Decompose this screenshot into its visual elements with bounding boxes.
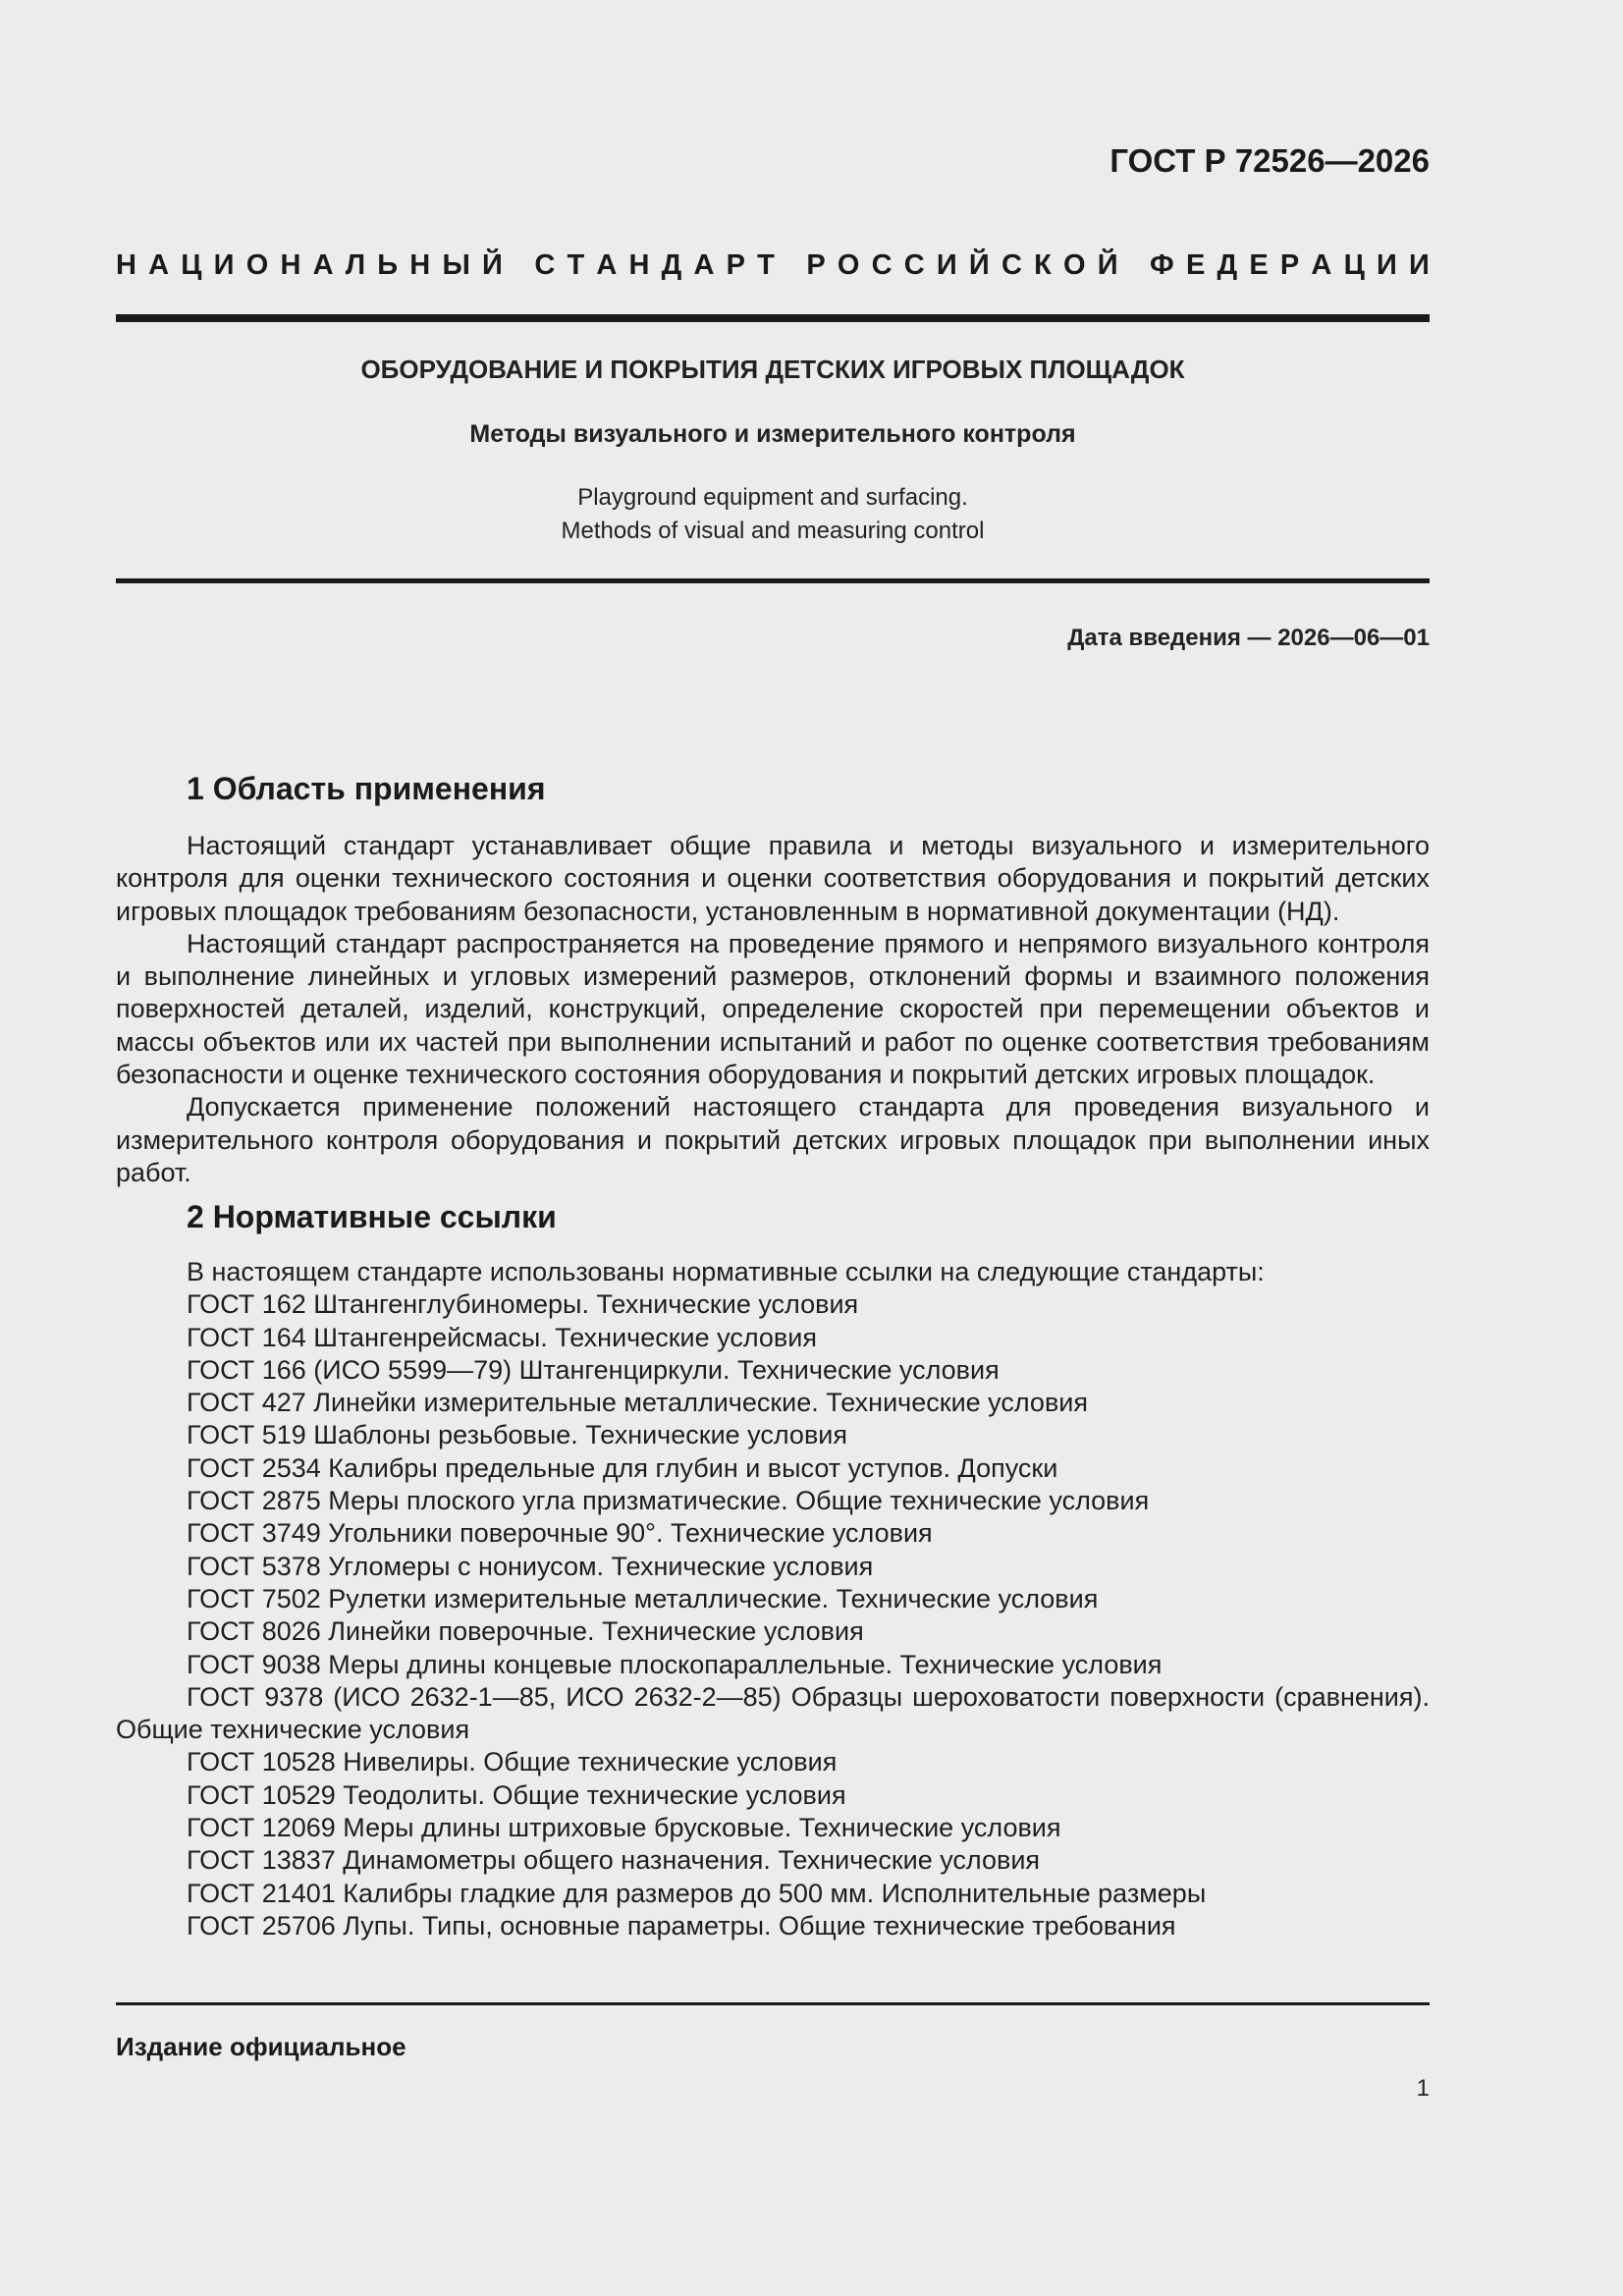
title-letter: Н (116, 249, 136, 281)
reference-item: ГОСТ 9038 Меры длины концевые плоскопараллельные. Технические условия (187, 1649, 1163, 1679)
reference-item: ГОСТ 13837 Динамометры общего назначения. Технические условия (187, 1845, 1041, 1876)
title-letter: О (837, 249, 860, 281)
reference-item: ГОСТ 25706 Лупы. Типы, основные параметры. Общие технические требования (187, 1910, 1176, 1941)
reference-item: ГОСТ 166 (ИСО 5599—79) Штангенциркули. Технические условия (187, 1354, 1000, 1385)
reference-item: ГОСТ 12069 Меры длины штриховые брусковые. Технические условия (187, 1813, 1061, 1843)
title-letter: Й (1097, 249, 1118, 281)
title-letter: И (1408, 249, 1430, 281)
reference-item: ГОСТ 2534 Калибры предельные для глубин и высот уступов. Допуски (187, 1452, 1058, 1483)
title-letter: Р (806, 249, 826, 281)
official-edition-label: Издание официальное (116, 2032, 406, 2061)
reference-item: ГОСТ 3749 Угольники поверочные 90°. Технические условия (187, 1518, 933, 1549)
title-letter: Р (1279, 249, 1300, 281)
title-letter: С (1001, 249, 1022, 281)
references-intro: В настоящем стандарте использованы нормативные ссылки на следующие стандарты: (187, 1257, 1265, 1286)
title-letter: Т (567, 249, 585, 281)
reference-item: ГОСТ 164 Штангенрейсмасы. Технические условия (187, 1322, 817, 1352)
title-letter: С (903, 249, 925, 281)
title-letter: Е (1249, 249, 1269, 281)
title-letter: Ы (442, 249, 470, 281)
title-letter: Ц (1343, 249, 1365, 281)
reference-item: ГОСТ 427 Линейки измерительные металлические. Технические условия (187, 1388, 1088, 1418)
title-letter: Ь (377, 249, 399, 281)
reference-item: ГОСТ 21401 Калибры гладкие для размеров до 500 мм. Исполнительные размеры (187, 1878, 1207, 1908)
title-letter: И (936, 249, 957, 281)
section-1-paragraph: Настоящий стандарт распространяется на проведение прямого и непрямого визуального контроля и выполнение линейных и угловых измерений размеров, отклонений формы и взаимного положения поверхностей деталей, изделий, конструкций, определение скоростей при перемещении объектов и массы объектов или их частей при выполнении испытаний и работ по оценке соответствия требованиям безопасности и оценке технического состояния оборудования и покрытий детских игровых площадок. (116, 928, 1430, 1090)
title-letter: Ф (1150, 249, 1174, 281)
reference-item: ГОСТ 519 Шаблоны резьбовые. Технические условия (187, 1420, 847, 1450)
section-1-paragraph: Настоящий стандарт устанавливает общие правила и методы визуального и измерительного контроля для оценки технического состояния и оценки соответствия оборудования и покрытий детских игровых площадок требованиям безопасности, установленным в нормативной документации (НД). (116, 831, 1430, 926)
reference-item: ГОСТ 7502 Рулетки измерительные металлические. Технические условия (187, 1583, 1099, 1613)
reference-item: ГОСТ 2875 Меры плоского угла призматические. Общие технические условия (187, 1486, 1150, 1516)
title-letter: И (1376, 249, 1397, 281)
title-letter: Й (482, 249, 503, 281)
reference-item-wrapped: ГОСТ 9378 (ИСО 2632-1—85, ИСО 2632-2—85) Образцы шероховатости поверхности (сравнения). Общие технические условия (116, 1681, 1430, 1745)
header-rule (116, 314, 1430, 322)
section-1-heading: 1 Область применения (187, 771, 546, 806)
title-letter: Н (628, 249, 650, 281)
section-2-heading: 2 Нормативные ссылки (187, 1199, 557, 1234)
title-letter: О (245, 249, 269, 281)
english-title-line-2: Methods of visual and measuring control (561, 518, 985, 544)
title-letter: Л (345, 249, 366, 281)
document-title: ОБОРУДОВАНИЕ И ПОКРЫТИЯ ДЕТСКИХ ИГРОВЫХ ПЛОЩАДОК (360, 355, 1185, 384)
page-number: 1 (1416, 2075, 1430, 2102)
title-letter: Н (280, 249, 301, 281)
title-letter: А (312, 249, 334, 281)
national-standard-title (116, 249, 1430, 282)
title-letter: С (871, 249, 893, 281)
reference-item: ГОСТ 10529 Теодолиты. Общие технические условия (187, 1779, 846, 1810)
title-letter: Й (968, 249, 990, 281)
reference-item: ГОСТ 8026 Линейки поверочные. Технические условия (187, 1616, 864, 1647)
title-letter: А (596, 249, 618, 281)
title-letter: Ц (181, 249, 202, 281)
reference-item: ГОСТ 5378 Угломеры с нониусом. Технические условия (187, 1551, 874, 1581)
title-letter: Д (661, 249, 682, 281)
normative-references-list (116, 1256, 1430, 1942)
title-letter: Т (757, 249, 775, 281)
title-letter: Н (409, 249, 431, 281)
title-letter: Е (1185, 249, 1206, 281)
title-letter: К (1034, 249, 1052, 281)
document-subtitle: Методы визуального и измерительного контроля (469, 420, 1076, 448)
title-word-gap (786, 249, 794, 282)
reference-item: ГОСТ 10528 Нивелиры. Общие технические условия (187, 1747, 838, 1777)
title-letter: С (534, 249, 556, 281)
title-letter: А (1311, 249, 1332, 281)
title-word-gap (514, 249, 522, 282)
section-1-body (116, 830, 1430, 1189)
title-rule (116, 578, 1430, 583)
title-letter: А (148, 249, 170, 281)
introduction-date: Дата введения — 2026—06—01 (1067, 625, 1430, 651)
title-letter: А (693, 249, 715, 281)
title-letter: Д (1217, 249, 1238, 281)
reference-item: ГОСТ 162 Штангенглубиномеры. Технические условия (187, 1289, 859, 1320)
section-1-paragraph: Допускается применение положений настоящего стандарта для проведения визуального и измерительного контроля оборудования и покрытий детских игровых площадок при выполнении иных работ. (116, 1092, 1430, 1187)
document-number: ГОСТ Р 72526—2026 (1109, 142, 1430, 179)
title-word-gap (1130, 249, 1138, 282)
title-letter: О (1062, 249, 1086, 281)
english-title-line-1: Playground equipment and surfacing. (577, 484, 968, 511)
footer-rule (116, 2002, 1430, 2005)
title-letter: И (213, 249, 235, 281)
title-letter: Р (726, 249, 745, 281)
english-title (116, 481, 1430, 548)
